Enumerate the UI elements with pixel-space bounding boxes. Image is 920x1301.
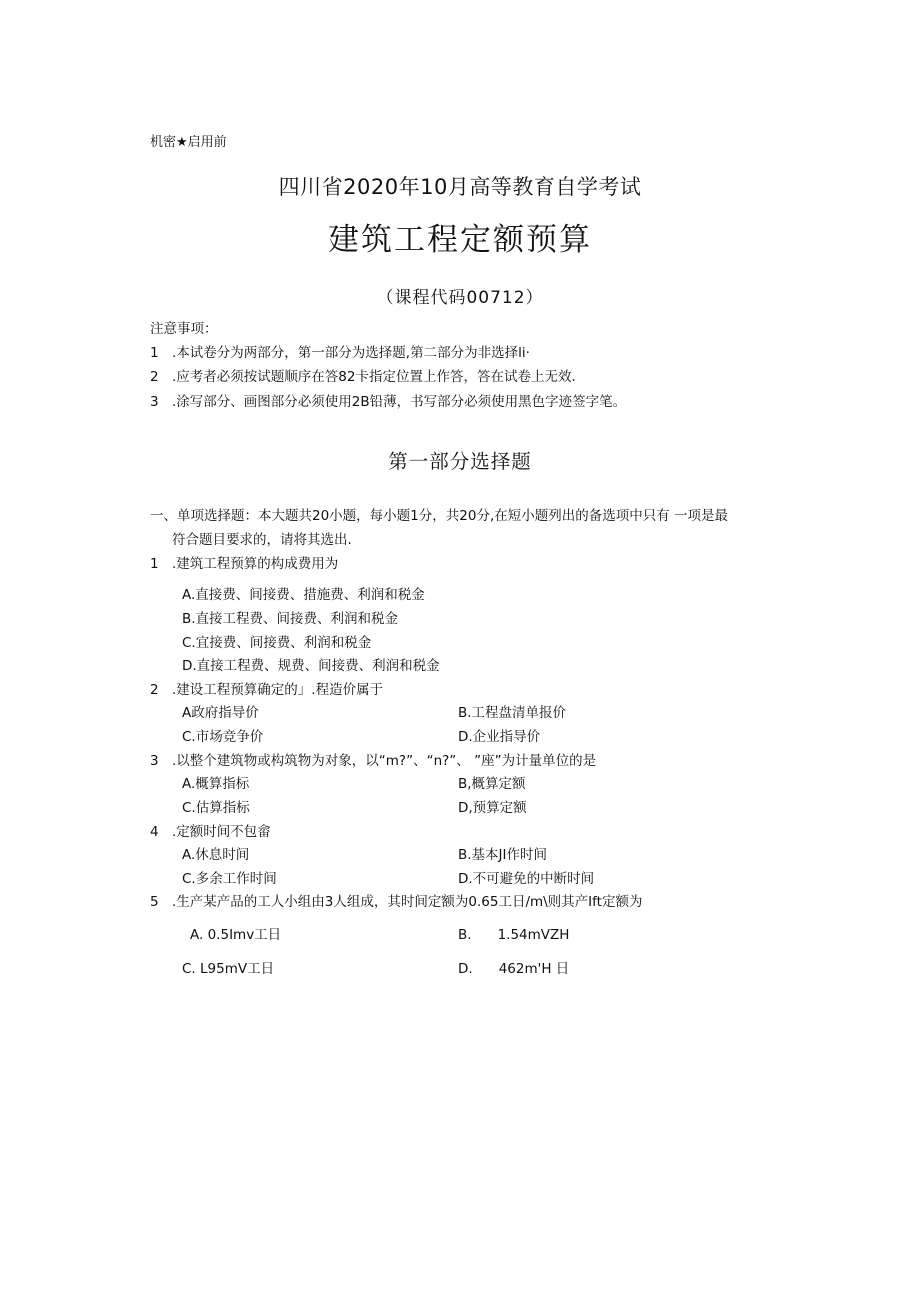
option-label: B. — [458, 927, 472, 943]
option-d: D,预算定额 — [458, 800, 527, 816]
question-stem — [150, 755, 596, 769]
option-b: B.工程盘清单报价 — [458, 705, 567, 721]
question-number: 4 — [150, 824, 159, 840]
question-stem — [150, 684, 383, 698]
section-intro: 一、单项选择题：本大题共20小题，每小题1分，共20分,在短小题列出的备选项中只有 一项是最 — [150, 508, 729, 524]
option-c: C.市场竞争价 — [182, 729, 264, 745]
question-stem — [150, 896, 642, 910]
notice-item — [150, 396, 626, 410]
question-text: .以整个建筑物或构筑物为对象，以“m?”、“n?”、 ”座”为计量单位的是 — [172, 753, 597, 769]
option-d — [458, 963, 569, 977]
option-c: C.估算指标 — [182, 800, 250, 816]
question-number: 3 — [150, 753, 159, 769]
option-label: A. — [190, 927, 204, 943]
option-d: D.企业指导价 — [458, 729, 541, 745]
confidential-label: 机密★启用前 — [150, 135, 227, 150]
option-a: A.概算指标 — [182, 776, 250, 792]
option-c: C.宜接费、间接费、利润和税金 — [182, 635, 372, 651]
question-text: .生产某产品的工人小组由3人组成，其时间定额为0.65工日/m\则其产Ift定额为 — [172, 894, 643, 910]
notice-item — [150, 347, 530, 361]
option-value: L95mV工日 — [200, 961, 275, 977]
notice-item-number: 3 — [150, 394, 159, 410]
option-c — [182, 963, 274, 977]
notice-item-text: .应考者必须按试题顺序在答82卡指定位置上作答，答在试卷上无效. — [172, 369, 576, 385]
option-b: B.直接工程费、间接费、利润和税金 — [182, 611, 399, 627]
option-b: B,概算定额 — [458, 776, 526, 792]
notice-item — [150, 371, 576, 385]
option-label: D. — [458, 961, 473, 977]
course-code: （课程代码00712） — [376, 288, 544, 308]
exam-title: 四川省2020年10月高等教育自学考试 — [278, 175, 642, 199]
notice-item-text: .本试卷分为两部分，第一部分为选择题,第二部分为非选择li· — [172, 345, 530, 361]
subject-title: 建筑工程定额预算 — [328, 222, 592, 258]
question-text: .建设工程预算确定的」.程造价属于 — [172, 682, 384, 698]
option-b: B.基本JI作时间 — [458, 847, 548, 863]
option-d: D.直接工程费、规费、间接费、利润和税金 — [182, 658, 440, 674]
question-stem — [150, 558, 338, 572]
section-intro-continued: 符合题目要求的，请将其选出. — [172, 532, 352, 548]
notice-item-number: 2 — [150, 369, 159, 385]
part-title: 第一部分选择题 — [388, 450, 532, 473]
option-a: A.直接费、间接费、措施费、利润和税金 — [182, 587, 425, 603]
notice-item-number: 1 — [150, 345, 159, 361]
option-value: 462m'H 日 — [498, 961, 570, 977]
option-c: C.多余工作时间 — [182, 871, 277, 887]
question-number: 1 — [150, 556, 159, 572]
option-label: C. — [182, 961, 196, 977]
question-number: 5 — [150, 894, 159, 910]
option-a: A.休息时间 — [182, 847, 250, 863]
notice-item-text: .涂写部分、画图部分必须使用2B铅薄，书写部分必须使用黑色字迹签字笔。 — [172, 394, 627, 410]
option-value: 1.54mVZH — [497, 927, 570, 943]
question-text: .建筑工程预算的构成费用为 — [172, 556, 339, 572]
question-stem — [150, 826, 271, 840]
question-number: 2 — [150, 682, 159, 698]
option-d: D.不可避免的中断时间 — [458, 871, 595, 887]
option-a: A政府指导价 — [182, 705, 259, 721]
option-a — [190, 929, 281, 943]
notice-heading: 注意事项： — [150, 321, 218, 337]
option-b — [458, 929, 569, 943]
option-value: 0.5Imv工日 — [207, 927, 282, 943]
question-text: .定额时间不包畲 — [172, 824, 271, 840]
